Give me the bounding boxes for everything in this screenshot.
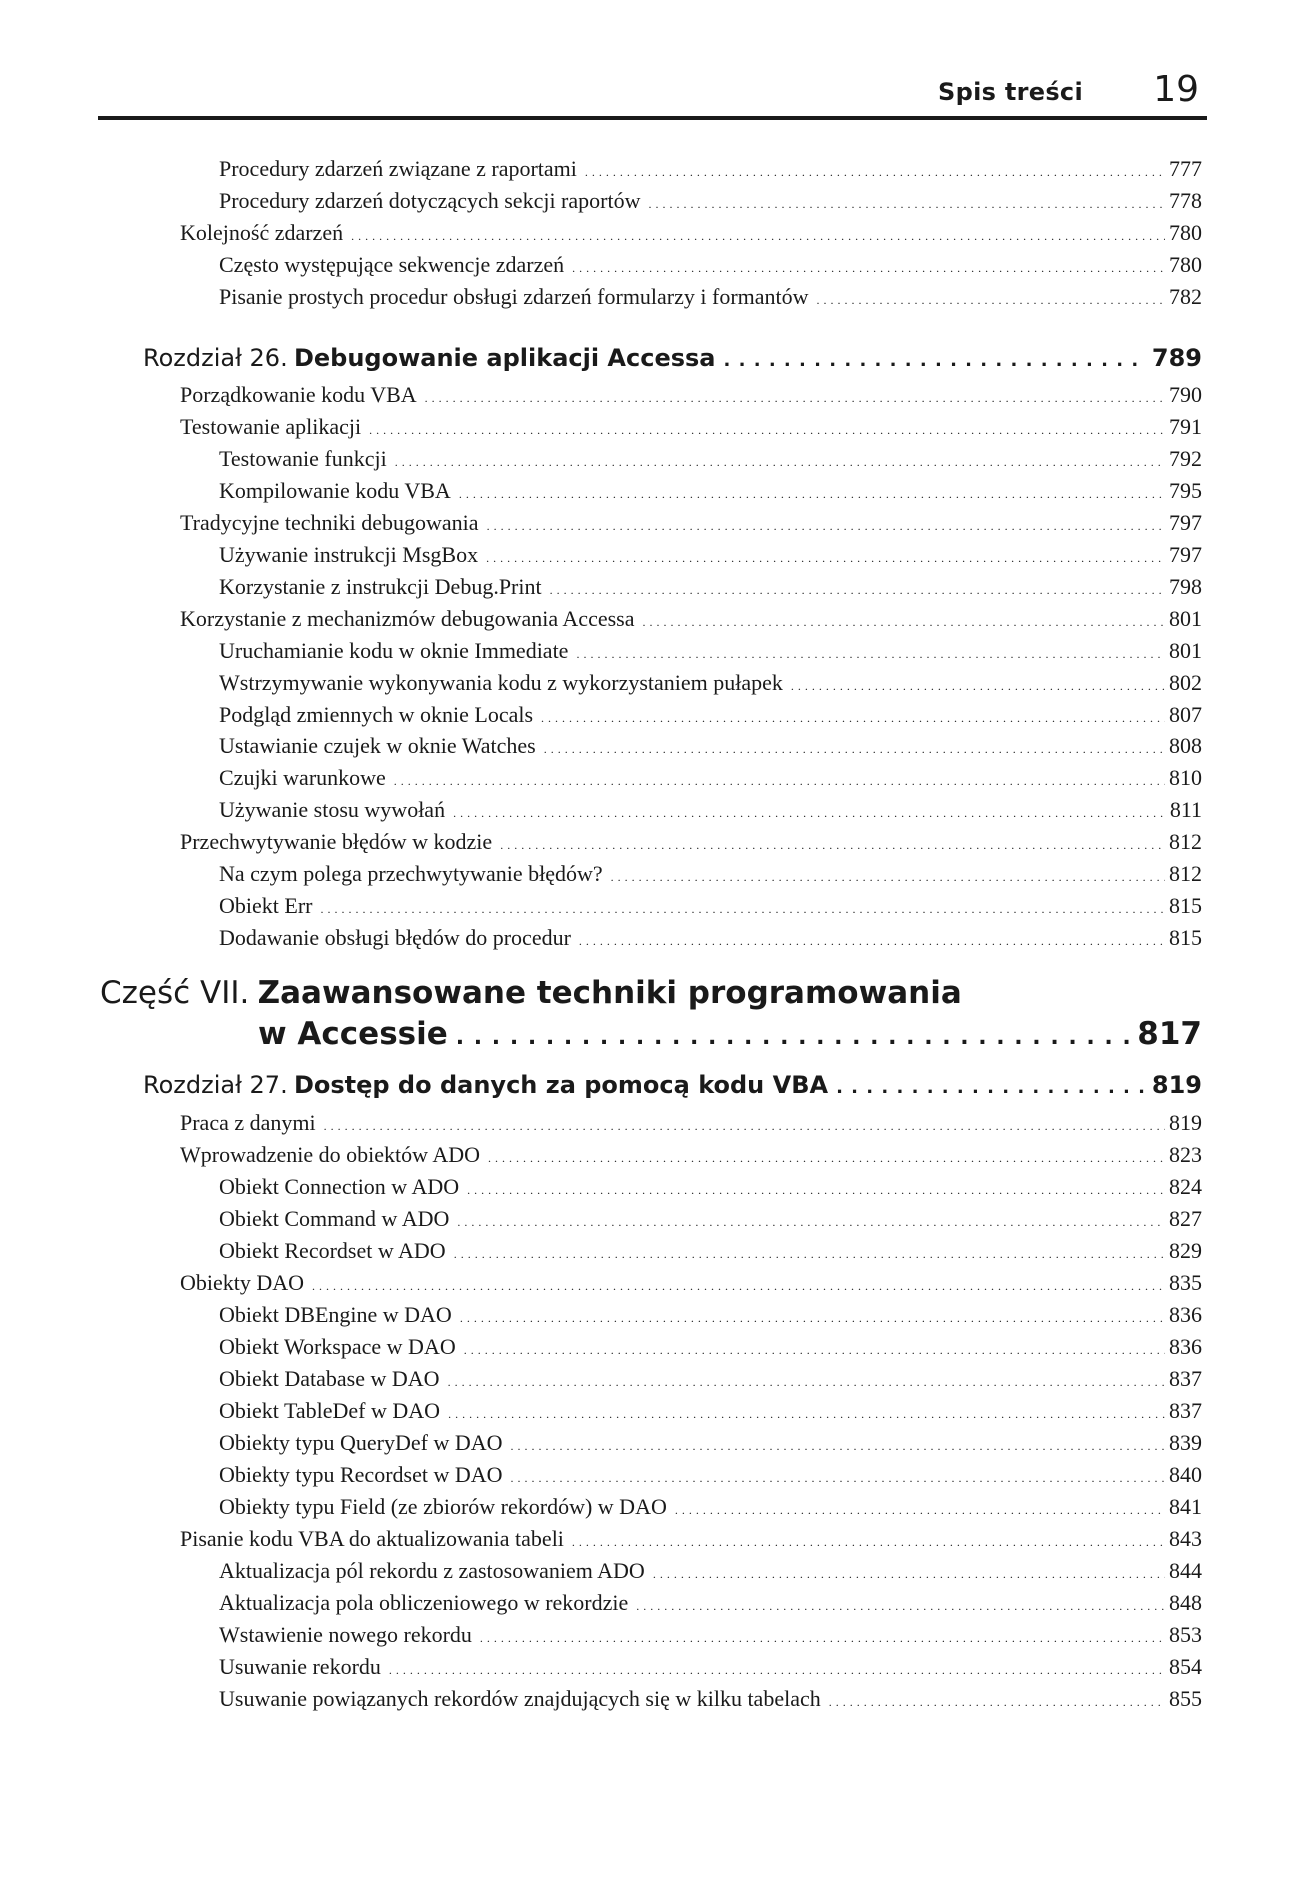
toc-entry[interactable]: [180, 382, 1202, 409]
toc-part-7[interactable]: [100, 975, 962, 1012]
chapter-page: 819: [1151, 1071, 1202, 1099]
toc-chapter-27[interactable]: [143, 1071, 1202, 1105]
toc-entry-title: Pisanie prostych procedur obsługi zdarzeń formularzy i formantów: [219, 284, 809, 309]
toc-entry[interactable]: [180, 414, 1202, 441]
toc-entry-page: 853: [1169, 1622, 1202, 1647]
toc-entry-title: Używanie instrukcji MsgBox: [219, 542, 479, 567]
toc-entry-page: 802: [1169, 670, 1202, 695]
toc-entry[interactable]: [219, 797, 1202, 824]
toc-entry-page: 811: [1169, 797, 1202, 822]
part-title-line1: Zaawansowane techniki programowania: [257, 975, 962, 1011]
toc-entry-title: Obiekt TableDef w DAO: [219, 1398, 441, 1423]
toc-chapter-26[interactable]: [143, 344, 1202, 378]
toc-entry-title: Obiekt Err: [219, 893, 313, 918]
toc-entry-page: 812: [1169, 861, 1202, 886]
toc-entry-page: 855: [1169, 1686, 1202, 1711]
toc-entry-page: 836: [1169, 1334, 1202, 1359]
toc-entry[interactable]: [219, 252, 1202, 279]
toc-entry-page: 815: [1169, 925, 1202, 950]
toc-entry-page: 801: [1169, 638, 1202, 663]
toc-entry-title: Tradycyjne techniki debugowania: [180, 510, 479, 535]
toc-entry-page: 840: [1169, 1462, 1202, 1487]
toc-entry[interactable]: [219, 574, 1202, 601]
toc-entry-page: 795: [1169, 478, 1202, 503]
toc-entry-page: 827: [1169, 1206, 1202, 1231]
toc-entry[interactable]: [219, 861, 1202, 888]
toc-entry-title: Obiekty DAO: [180, 1270, 305, 1295]
toc-entry-page: 777: [1169, 156, 1202, 181]
toc-entry-title: Wprowadzenie do obiektów ADO: [180, 1142, 480, 1167]
toc-entry-page: 819: [1169, 1110, 1202, 1135]
toc-entry-title: Na czym polega przechwytywanie błędów?: [219, 861, 603, 886]
toc-entry-page: 780: [1169, 220, 1202, 245]
toc-entry-title: Aktualizacja pól rekordu z zastosowaniem ADO: [219, 1558, 645, 1583]
toc-entry-title: Kompilowanie kodu VBA: [219, 478, 451, 503]
toc-entry[interactable]: [219, 1686, 1202, 1713]
toc-entry-title: Obiekty typu QueryDef w DAO: [219, 1430, 503, 1455]
toc-entry-title: Obiekty typu Recordset w DAO: [219, 1462, 503, 1487]
toc-entry-title: Wstawienie nowego rekordu: [219, 1622, 472, 1647]
toc-entry[interactable]: [219, 702, 1202, 729]
toc-entry[interactable]: [219, 765, 1202, 792]
toc-entry-page: 815: [1169, 893, 1202, 918]
toc-entry-title: Uruchamianie kodu w oknie Immediate: [219, 638, 569, 663]
toc-entry[interactable]: [219, 1462, 1202, 1489]
toc-entry-page: 798: [1169, 574, 1202, 599]
toc-entry[interactable]: [180, 829, 1202, 856]
chapter-title: Dostęp do danych za pomocą kodu VBA: [293, 1071, 829, 1099]
toc-entry-page: 854: [1169, 1654, 1202, 1679]
toc-entry-title: Obiekt Connection w ADO: [219, 1174, 460, 1199]
toc-entry[interactable]: [180, 1270, 1202, 1297]
toc-entry-title: Obiekty typu Field (ze zbiorów rekordów) w DAO: [219, 1494, 667, 1519]
toc-entry-title: Dodawanie obsługi błędów do procedur: [219, 925, 571, 950]
toc-entry-page: 839: [1169, 1430, 1202, 1455]
toc-entry-title: Procedury zdarzeń dotyczących sekcji raportów: [219, 188, 641, 213]
toc-entry-page: 835: [1169, 1270, 1202, 1295]
toc-entry-page: 807: [1169, 702, 1202, 727]
toc-entry-page: 808: [1169, 733, 1202, 758]
toc-entry[interactable]: [219, 893, 1202, 920]
toc-entry-title: Praca z danymi: [180, 1110, 316, 1135]
toc-entry-title: Korzystanie z mechanizmów debugowania Accessa: [180, 606, 635, 631]
toc-entry-page: 797: [1169, 542, 1202, 567]
running-head-title: Spis treści: [938, 78, 1083, 106]
part-title-line2: w Accessie: [258, 1016, 448, 1052]
toc-entry-title: Korzystanie z instrukcji Debug.Print: [219, 574, 542, 599]
chapter-title: Debugowanie aplikacji Accessa: [293, 344, 716, 372]
toc-entry-title: Usuwanie powiązanych rekordów znajdujących się w kilku tabelach: [219, 1686, 821, 1711]
toc-entry[interactable]: [219, 1366, 1202, 1393]
toc-entry-title: Pisanie kodu VBA do aktualizowania tabeli: [180, 1526, 564, 1551]
toc-entry[interactable]: [219, 1238, 1202, 1265]
page-number: 19: [1153, 69, 1199, 110]
toc-entry-title: Procedury zdarzeń związane z raportami: [219, 156, 577, 181]
toc-entry[interactable]: [219, 1590, 1202, 1617]
toc-entry-title: Przechwytywanie błędów w kodzie: [180, 829, 493, 854]
toc-entry[interactable]: [219, 925, 1202, 952]
toc-entry[interactable]: [180, 1110, 1202, 1137]
toc-entry-page: 844: [1169, 1558, 1202, 1583]
toc-entry-page: 836: [1169, 1302, 1202, 1327]
toc-part-7-line2[interactable]: [258, 1016, 1202, 1058]
toc-entry[interactable]: [219, 284, 1202, 311]
toc-entry[interactable]: [219, 1654, 1202, 1681]
toc-entry-page: 780: [1169, 252, 1202, 277]
toc-entry[interactable]: [180, 1142, 1202, 1169]
toc-entry[interactable]: [219, 1622, 1202, 1649]
toc-entry-title: Czujki warunkowe: [219, 765, 386, 790]
toc-entry-title: Usuwanie rekordu: [219, 1654, 381, 1679]
toc-entry-page: 841: [1169, 1494, 1202, 1519]
toc-entry[interactable]: [219, 670, 1202, 697]
toc-entry[interactable]: [219, 1430, 1202, 1457]
toc-entry-page: 797: [1169, 510, 1202, 535]
toc-entry-page: 778: [1169, 188, 1202, 213]
toc-entry-page: 791: [1169, 414, 1202, 439]
toc-entry-title: Często występujące sekwencje zdarzeń: [219, 252, 565, 277]
toc-entry[interactable]: [219, 1302, 1202, 1329]
toc-entry-title: Obiekt Database w DAO: [219, 1366, 440, 1391]
part-prefix: Część VII.: [100, 975, 250, 1011]
toc-entry[interactable]: [180, 220, 1202, 247]
toc-entry-title: Kolejność zdarzeń: [180, 220, 344, 245]
toc-entry[interactable]: [219, 1398, 1202, 1425]
toc-entry-page: 792: [1169, 446, 1202, 471]
toc-entry-title: Obiekt Recordset w ADO: [219, 1238, 446, 1263]
toc-entry-page: 829: [1169, 1238, 1202, 1263]
part-page: 817: [1137, 1016, 1202, 1052]
toc-entry-title: Ustawianie czujek w oknie Watches: [219, 733, 536, 758]
toc-entry-page: 824: [1169, 1174, 1202, 1199]
toc-entry[interactable]: [219, 188, 1202, 215]
toc-entry[interactable]: [219, 1334, 1202, 1361]
toc-entry[interactable]: [180, 606, 1202, 633]
toc-entry[interactable]: [219, 1558, 1202, 1585]
toc-entry-title: Używanie stosu wywołań: [219, 797, 446, 822]
chapter-page: 789: [1151, 344, 1202, 372]
toc-entry-page: 810: [1169, 765, 1202, 790]
toc-entry-title: Wstrzymywanie wykonywania kodu z wykorzystaniem pułapek: [219, 670, 783, 695]
toc-entry-page: 837: [1169, 1366, 1202, 1391]
toc-entry[interactable]: [219, 446, 1202, 473]
toc-entry[interactable]: [219, 156, 1202, 183]
toc-entry-page: 790: [1169, 382, 1202, 407]
toc-entry[interactable]: [219, 638, 1202, 665]
toc-entry[interactable]: [219, 733, 1202, 760]
toc-entry[interactable]: [180, 1526, 1202, 1553]
toc-entry[interactable]: [219, 478, 1202, 505]
toc-entry[interactable]: [219, 1494, 1202, 1521]
toc-entry[interactable]: [180, 510, 1202, 537]
toc-entry-page: 782: [1169, 284, 1202, 309]
toc-entry-title: Obiekt Command w ADO: [219, 1206, 450, 1231]
toc-entry-title: Testowanie aplikacji: [180, 414, 362, 439]
toc-entry-page: 823: [1169, 1142, 1202, 1167]
toc-entry-title: Porządkowanie kodu VBA: [180, 382, 417, 407]
toc-entry[interactable]: [219, 1206, 1202, 1233]
toc-entry-page: 848: [1169, 1590, 1202, 1615]
chapter-prefix: Rozdział 27.: [143, 1071, 288, 1099]
toc-entry-title: Obiekt Workspace w DAO: [219, 1334, 456, 1359]
toc-entry-title: Obiekt DBEngine w DAO: [219, 1302, 452, 1327]
toc-entry-page: 801: [1169, 606, 1202, 631]
toc-entry-title: Aktualizacja pola obliczeniowego w rekordzie: [219, 1590, 629, 1615]
toc-entry[interactable]: [219, 542, 1202, 569]
toc-entry-page: 843: [1169, 1526, 1202, 1551]
chapter-prefix: Rozdział 26.: [143, 344, 288, 372]
toc-entry-title: Podgląd zmiennych w oknie Locals: [219, 702, 534, 727]
toc-entry-page: 837: [1169, 1398, 1202, 1423]
toc-entry-page: 812: [1169, 829, 1202, 854]
toc-entry-title: Testowanie funkcji: [219, 446, 387, 471]
toc-entry[interactable]: [219, 1174, 1202, 1201]
